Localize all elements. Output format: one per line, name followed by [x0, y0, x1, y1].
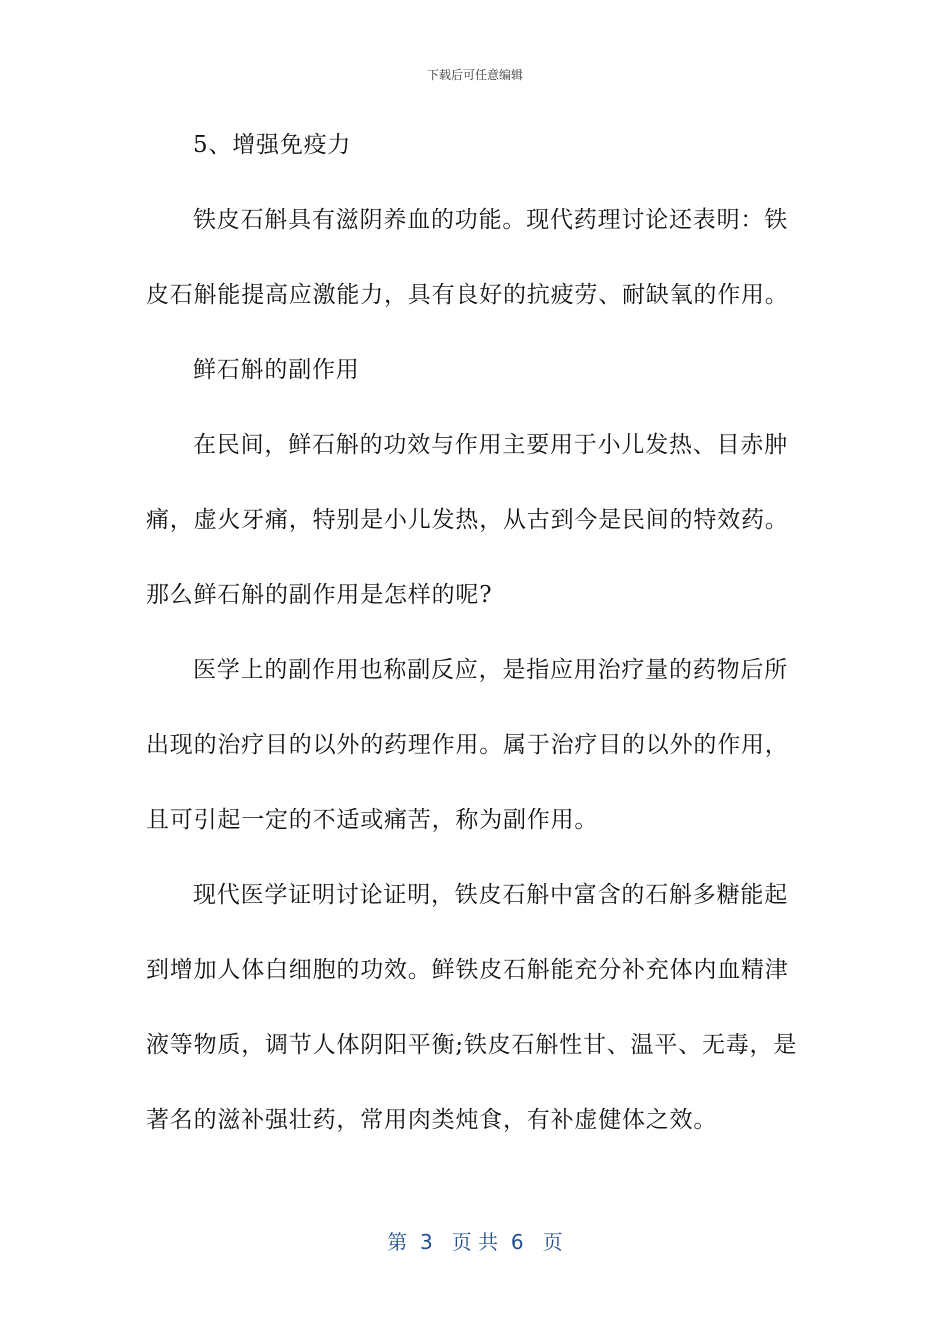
paragraph-line: 铁皮石斛具有滋阴养血的功能。现代药理讨论还表明：铁: [193, 207, 788, 233]
section-heading: 5、增强免疫力: [193, 132, 352, 158]
section-heading: 鲜石斛的副作用: [193, 357, 360, 383]
page-number-footer: 第 3 页 共 6 页: [387, 1230, 563, 1254]
paragraph-line: 那么鲜石斛的副作用是怎样的呢?: [146, 582, 493, 608]
paragraph-line: 医学上的副作用也称副反应，是指应用治疗量的药物后所: [193, 657, 788, 683]
paragraph-line: 且可引起一定的不适或痛苦，称为副作用。: [146, 807, 599, 833]
paragraph-line: 著名的滋补强壮药，常用肉类炖食，有补虚健体之效。: [146, 1107, 718, 1133]
paragraph-line: 液等物质，调节人体阴阳平衡;铁皮石斛性甘、温平、无毒，是: [146, 1032, 798, 1058]
document-body: [146, 124, 806, 1174]
paragraph-line: 皮石斛能提高应激能力，具有良好的抗疲劳、耐缺氧的作用。: [146, 282, 789, 308]
paragraph-line: 在民间，鲜石斛的功效与作用主要用于小儿发热、目赤肿: [193, 432, 788, 458]
paragraph-line: 现代医学证明讨论证明，铁皮石斛中富含的石斛多糖能起: [193, 882, 788, 908]
paragraph-line: 到增加人体白细胞的功效。鲜铁皮石斛能充分补充体内血精津: [146, 957, 789, 983]
page-header-note: 下载后可任意编辑: [426, 68, 523, 82]
paragraph-line: 出现的治疗目的以外的药理作用。属于治疗目的以外的作用，: [146, 732, 789, 758]
paragraph-line: 痛，虚火牙痛，特别是小儿发热，从古到今是民间的特效药。: [146, 507, 789, 533]
